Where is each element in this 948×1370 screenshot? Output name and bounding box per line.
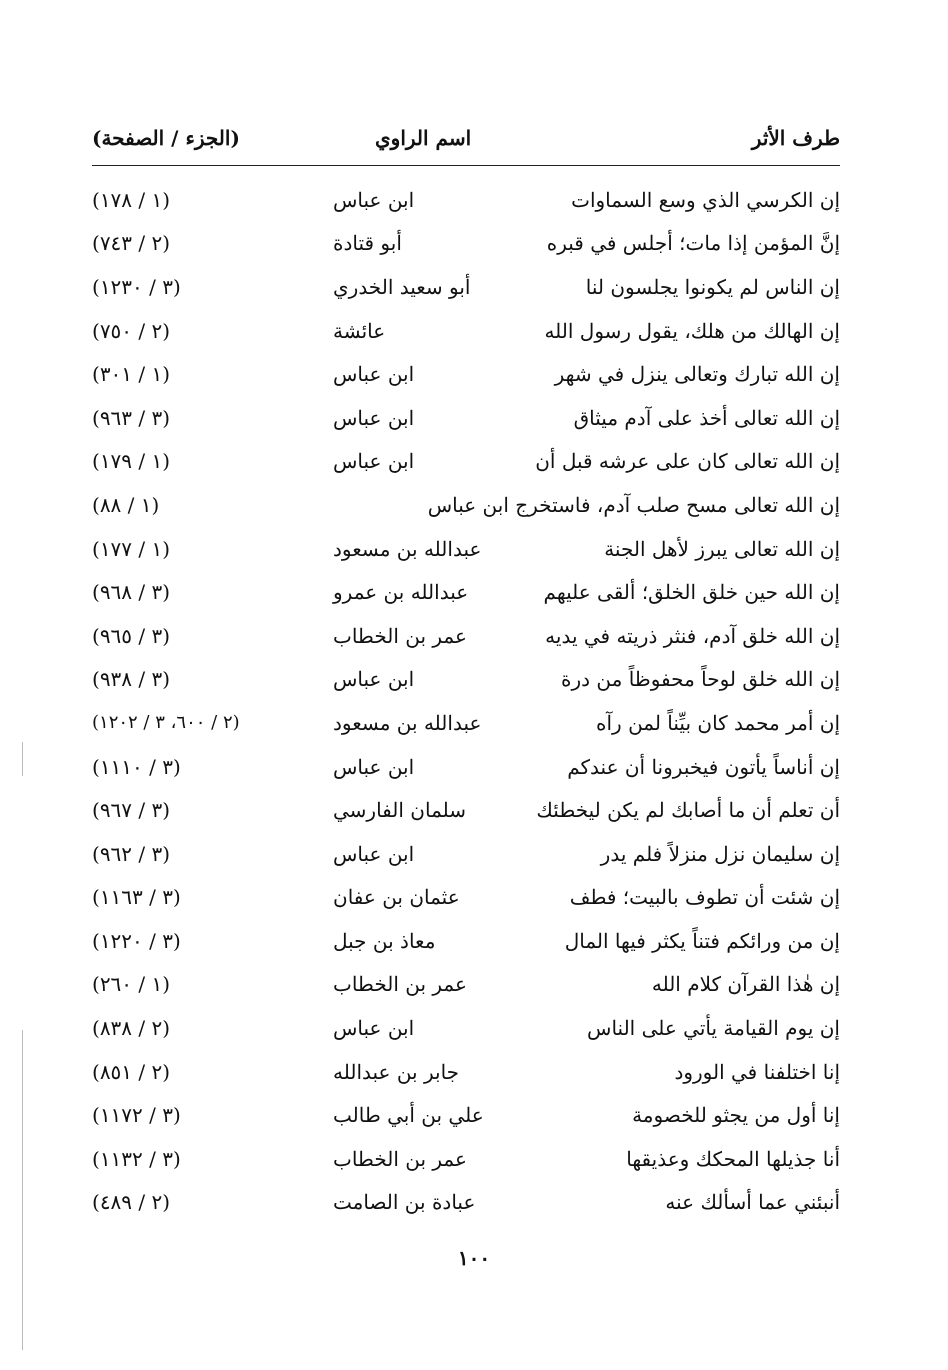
row-title: إن الله خلق آدم، فنثر ذريته في يديه	[545, 623, 840, 648]
row-ref: (٢ / ٤٨٩)	[92, 1190, 171, 1215]
row-title: إن من ورائكم فتناً يكثر فيها المال	[564, 928, 840, 953]
row-narrator: ابن عباس	[333, 187, 415, 212]
row-ref: (٣ / ١١١٠)	[92, 754, 181, 779]
table-row	[92, 527, 840, 571]
table-row	[92, 658, 840, 702]
row-title: إن سليمان نزل منزلاً فلم يدر	[600, 841, 840, 866]
row-narrator: أبو قتادة	[333, 231, 402, 256]
row-narrator: جابر بن عبدالله	[333, 1059, 460, 1084]
page-number: ١٠٠	[457, 1246, 491, 1270]
row-title: إن هٰذا القرآن كلام الله	[651, 972, 840, 997]
table-row	[92, 222, 840, 266]
table-row	[92, 178, 840, 222]
row-ref: (٣ / ١١٧٢)	[92, 1103, 181, 1128]
row-title: إن أمر محمد كان بيِّناً لمن رآه	[596, 710, 840, 735]
row-title: إن أناساً يأتون فيخبرونا أن عندكم	[567, 754, 840, 779]
row-ref: (٣ / ١٢٣٠)	[92, 274, 181, 299]
row-ref: (٣ / ٩٦٨)	[92, 580, 171, 605]
table-row	[92, 701, 840, 745]
row-title: أن تعلم أن ما أصابك لم يكن ليخطئك	[536, 798, 840, 823]
table-row	[92, 614, 840, 658]
row-ref: (٣ / ١١٦٣)	[92, 885, 181, 910]
row-ref: (٢ / ٧٥٠)	[92, 318, 171, 343]
row-title: إن الناس لم يكونوا يجلسون لنا	[585, 274, 840, 299]
row-ref: (٣ / ١١٣٢)	[92, 1146, 181, 1171]
row-narrator: عبدالله بن مسعود	[333, 710, 482, 735]
table-body	[92, 178, 840, 1224]
row-ref: (٣ / ١٢٢٠)	[92, 928, 181, 953]
table-row	[92, 265, 840, 309]
row-narrator: ابن عباس	[333, 667, 415, 692]
row-ref: (٣ / ٩٦٣)	[92, 405, 171, 430]
table-row	[92, 440, 840, 484]
row-ref: (١ / ٢٦٠)	[92, 972, 171, 997]
table-row	[92, 919, 840, 963]
row-ref: (١ / ١٧٧)	[92, 536, 171, 561]
row-narrator: ابن عباس	[333, 754, 415, 779]
table-row	[92, 352, 840, 396]
row-ref: (٢ / ٧٤٣)	[92, 231, 171, 256]
row-title: إنَّ المؤمن إذا مات؛ أجلس في قبره	[546, 231, 840, 256]
table-row	[92, 1181, 840, 1225]
row-ref: (١ / ٣٠١)	[92, 362, 171, 387]
row-narrator: ابن عباس	[333, 1016, 415, 1041]
header-ref: (الجزء / الصفحة)	[92, 126, 240, 150]
row-narrator: ابن عباس	[333, 841, 415, 866]
row-narrator: معاذ بن جبل	[333, 928, 436, 953]
row-narrator: ابن عباس	[427, 492, 509, 517]
row-narrator: عبدالله بن مسعود	[333, 536, 482, 561]
table-row	[92, 745, 840, 789]
row-title: إنا اختلفنا في الورود	[674, 1059, 840, 1084]
row-title: إن الهالك من هلك، يقول رسول الله	[544, 318, 840, 343]
table-header	[92, 118, 840, 158]
table-row	[92, 1050, 840, 1094]
row-ref: (١ / ١٧٩)	[92, 449, 171, 474]
row-ref: (٣ / ٩٦٥)	[92, 623, 171, 648]
row-narrator: عبادة بن الصامت	[333, 1190, 476, 1215]
table-row	[92, 832, 840, 876]
row-title: إن شئت أن تطوف بالبيت؛ فطف	[569, 885, 840, 910]
row-narrator: عمر بن الخطاب	[333, 623, 467, 648]
row-title: إن الله تعالى كان على عرشه قبل أن	[535, 449, 840, 474]
scan-margin-mark	[22, 1030, 23, 1350]
scan-margin-mark	[22, 742, 23, 776]
row-title: أنا جذيلها المحكك وعذيقها	[626, 1146, 840, 1171]
row-narrator: عبدالله بن عمرو	[333, 580, 469, 605]
header-title: طرف الأثر	[751, 126, 840, 150]
header-rule	[92, 165, 840, 166]
row-narrator: عمر بن الخطاب	[333, 972, 467, 997]
row-narrator: أبو سعيد الخدري	[333, 274, 471, 299]
row-ref: (١ / ١٧٨)	[92, 187, 171, 212]
row-narrator: عائشة	[333, 318, 386, 343]
row-ref: (٢ / ٦٠٠، ٣ / ١٢٠٢)	[92, 712, 240, 734]
header-narrator: اسم الراوي	[375, 126, 472, 150]
row-ref: (٣ / ٩٦٢)	[92, 841, 171, 866]
row-narrator: عثمان بن عفان	[333, 885, 460, 910]
row-narrator: سلمان الفارسي	[333, 798, 467, 823]
row-title: إن الله تعالى يبرز لأهل الجنة	[604, 536, 840, 561]
row-title: إن الله حين خلق الخلق؛ ألقى عليهم	[543, 580, 840, 605]
row-narrator: علي بن أبي طالب	[333, 1103, 484, 1128]
row-narrator: ابن عباس	[333, 405, 415, 430]
row-title: أنبئني عما أسألك عنه	[665, 1190, 840, 1215]
row-ref: (٢ / ٨٥١)	[92, 1059, 171, 1084]
table-row	[92, 788, 840, 832]
table-row	[92, 483, 840, 527]
table-row	[92, 1006, 840, 1050]
row-ref: (٣ / ٩٦٧)	[92, 798, 171, 823]
row-title: إنا أول من يجثو للخصومة	[632, 1103, 840, 1128]
table-row	[92, 963, 840, 1007]
table-row	[92, 570, 840, 614]
row-title: إن الله خلق لوحاً محفوظاً من درة	[561, 667, 840, 692]
row-ref: (٣ / ٩٣٨)	[92, 667, 171, 692]
row-narrator: عمر بن الخطاب	[333, 1146, 467, 1171]
table-row	[92, 1137, 840, 1181]
row-title: إن يوم القيامة يأتي على الناس	[587, 1016, 840, 1041]
row-title: إن الله تعالى مسح صلب آدم، فاستخرج	[515, 492, 840, 517]
row-narrator: ابن عباس	[333, 449, 415, 474]
table-row	[92, 876, 840, 920]
row-ref: (١ / ٨٨)	[92, 492, 160, 517]
row-ref: (٢ / ٨٣٨)	[92, 1016, 171, 1041]
table-row	[92, 1093, 840, 1137]
row-title-merged	[159, 493, 840, 517]
row-title: إن الكرسي الذي وسع السماوات	[571, 187, 840, 212]
row-title: إن الله تبارك وتعالى ينزل في شهر	[554, 362, 840, 387]
row-title: إن الله تعالى أخذ على آدم ميثاق	[573, 405, 840, 430]
table-row	[92, 309, 840, 353]
table-row	[92, 396, 840, 440]
row-narrator: ابن عباس	[333, 362, 415, 387]
